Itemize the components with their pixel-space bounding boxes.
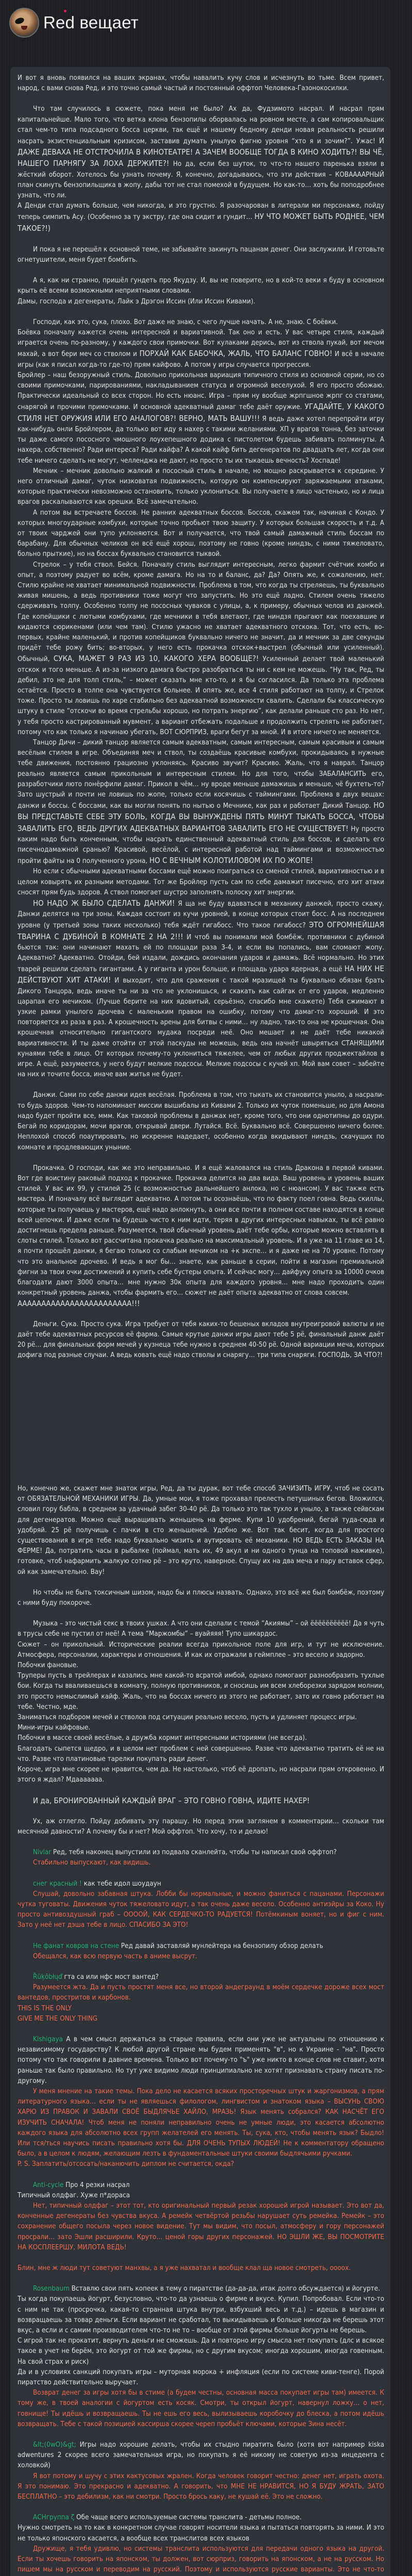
- paragraph: Что там случилось в сюжете, пока меня не было? Ах да, Фудзимото насрал. И насрал прям капитальнейше. Мало того, что ветка клона бензопилы оборвалась на ровном месте, а сам копировальщик стал чем-то типа подсадного босса церкви, так ещё и нашему бедному денди новая реальность решили насрать экзистенциальным кризисом, заставив думать унылую фигню уровня “хто я и зочим?”. Ужас! И ДАЖЕ ДЕВАХА НЕ ОТСТРОЧИЛА В КИНОТЕАТРЕ! А ЗАЧЕМ ВООБЩЕ ТОГДА В КИНО ХОДИТЬ?! ВЫ ЧЁ, НАШЕГО ПАРНЯГУ ЗА ЛОХА ДЕРЖИТЕ?! Но да, если без шуток, то что-то нашего паренька взяли в жёсткий оборот. Хотелось бы узнать почему. Я, конечно, догадываюсь, что эти действия – КОВААААРНЫЙ план скинуть бензопильщика в жопу, дабы тот не стал помехой в будущем. Но как-то… хоть бы поподробнее узнать, что ли.: [18, 105, 384, 200]
- comment-username: снег красный !: [33, 1879, 82, 1888]
- paragraph: Побочки фановые.: [18, 1662, 79, 1670]
- comment-username: АСНгруппа ζ: [33, 2514, 75, 2522]
- paragraph: Стрелок – у тебя ствол. Бейся. Поначалу стиль выглядит интересным, легко фармит счётчик комбо и опыт, а поэтому радует во всём, кроме дамага. Но на то и баланс, да? Да? Опять же, к сожалению, нет. Стилю крайне не хватает минимальной подвижности. Проблема в том, что когда ты стреляешь, ты буквально живая мишень, а ведь противники тоже могут что запустить. Но это ещё ладно. Стилем очень тяжело сдерживать толпу. Особенно толпу не пососных чуваков с улицы, а, к примеру, обычных челов из данжей. Где копейщики с лютыми комбухами, где мечники в тебя влетают, где ниндзя прыгают как поехавшие и кидаются сюрикенами (или чем там). Стилю ужасно не хватает адекватного отскока. Тот, что есть, во-первых, крайне маленький, и против копейщиков буквально ничего не значит, да и мечник за две секунды придёт тебе рожу бить; во-вторых, у него есть прокачка отскок+выстрел (обычный или усиленный). Обычный, СУКА, МАЖЕТ 9 РАЗ ИЗ 10, КАКОГО ХЕРА ВООБЩЕ?! Усиленный делает твой маленький отскок и того меньше. А из-за низкого дамага быстро разобраться ты ни с кем не можешь. “Ну так, Ред, ты дебил, это не для толп стиль,” – может сказать мне кто-то, и я бы согласился. Да только эта проблема остаётся. Просто в толпе она чувствуется больнее. И опять же, все 4 стиля работают на толпу, и Стрелок тоже. Просто ты ловишь по харе стабильно без адекватной возможности свалить. Сделали бы классическую штуку в стиле “отскочи во время стрельбы хорошо, но потрать энергию”, как делали раньше сто раз. Но нет, у тебя просто кастрированный мувмент, а вариант отбежать подальше и продолжить стрелять не работает, потому что как только я начинаю убегать, ВОТ СЮРПРИЗ, враги бегут за мной. И в итоге ничего не меняется.: [18, 561, 384, 736]
- comment-block: [18, 1972, 384, 2035]
- paragraph: АААААААААААААААААААААААА!!!: [18, 1299, 140, 1309]
- paragraph: Но если с обычными адекватными боссами ещё можно поиграться со сменой стилей, вариативностью и в целом ковырять их разными методами. Тот же Бройлер пусть сам по себе дамажит писечно, его хит атаки сносят прям будь здоров. А ствол помогает шустро заполнять полоску хит энергии.: [18, 868, 384, 896]
- comment-text: Ред, тебя наконец выпустили из подвала сканлейта, чтобы ты написал свой оффтоп?: [53, 1849, 337, 1857]
- comment: [18, 1972, 384, 1982]
- paragraph: И пока я не перешёл к основной теме, не забывайте закинуть пацанам денег. Они заслужили. И готовьте огнетушители, меня будет бомбить.: [18, 245, 384, 264]
- comment-username: Kishigaya: [33, 2035, 63, 2043]
- comment-text-continued: Типичный олдфаг. Хуже п*дораса: [18, 2191, 130, 2199]
- author-reply: GIVE ME THE ONLY THING: [18, 2014, 98, 2023]
- paragraph: Побочки в массе своей весёлые, а дружба кормит интересными историями (не всегда).: [18, 1734, 307, 1742]
- author-reply: Блин, мне ж люди тут советуют манхвы, а я уже нахватал и вообще клал ща новое смотреть, оооох.: [18, 2264, 351, 2272]
- comment-block: [18, 1941, 384, 1972]
- paragraph: Музыка – это чистый секс в твоих ушках. А что они сделали с темой “Акиямы” – ой ёёёёёёёёёё! Да я чуть в трусы себе не пустил от неё! А тема “Маржомбы” – вуайяяя! Тупо шикардос.: [18, 1620, 384, 1638]
- comment-text-continued: Ты когда покупаешь йогурт, безусловно, что-то да узнаешь о фирме и вкусе. Купил. Попробовал. Если что-то с ним не так (просрочка, какая-то странная штука внутри, взбухший весь и т.д.) – идешь в магазин и возвращаешь за товар деньги. Если вариант не сработал, то выкидываешь и больше никогда не берешь этот вкус, а если и с самим производителем что-то не то – вообще от этой фирмы больше йогурты не берешь.: [18, 2295, 384, 2335]
- paragraph: Ух, аж отлегло. Пойду добивать эту парашу. Но перед этим заглянем в комментарии… скольки там месячной давности? А почему бы и нет? Мой оффтоп. Что хочу, то и делаю!: [18, 1817, 384, 1836]
- paragraph: А Денди стал думать больше, чем никогда, и это грустно. Я разочарован в литерали ми персонаже, пойду теперь симпить Асу. (Особенно за ту экстру, где она сидит и гундит… НУ ЧТО МОЖЕТ БЫТЬ РОДНЕЕ, ЧЕМ ТАКОЕ?!): [18, 202, 384, 233]
- comment-username: Ȑüķōbłųď: [33, 1973, 62, 1981]
- comment: [18, 1848, 384, 1858]
- comment: [18, 1941, 384, 1952]
- paragraph: Короче, игра мне скорее не нравится, чем да. Не настолько, чтоб её дропать, но насрали прям откровенно. И этого я ждал? Мдааааааа.: [18, 1766, 384, 1784]
- comment-text-continued: Да и в условиях санкций покупать игры – муторная морока + инфляция (если по системе киви-тенге). Порой пиратство действительно выручает.: [18, 2368, 384, 2387]
- page-title: Red вещает: [43, 13, 139, 32]
- comment: [18, 2440, 384, 2471]
- comment-block: [18, 2180, 384, 2263]
- comment-text: Вставлю свои пять копеек в тему о пиратстве (да-да-да, итак долго обсуждается) и йогурте.: [71, 2285, 380, 2293]
- comment-text: как тебе идол шоудаун: [83, 1879, 161, 1888]
- article-body: [18, 73, 384, 1361]
- comment-block: [18, 1879, 384, 1941]
- paragraph: НО НАДО Ж БЫЛО СДЕЛАТЬ ДАНЖИ! Я ща не буду вдаваться в механику данжей, просто скажу. Данжи делятся на три зоны. Каждая состоит из кучи уровней, в конце которых стоит босс. А на последнем уровне (у третьей зоны таких несколько) тебя ждёт гигабосс. Что такое гигабосс? ЭТО ОГРОМНЕЙШАЯ ТВАРИНА С ДУБИНОЙ В КОМНАТЕ 2 НА 2!!! И чтоб вы понимали мой бомбёж, противники с дубиной бьются так: они начинают махать ей по площади раза 3-4, и если вы попались, вам сломают жопу. Адекватно? Адекватно. Отойди, бей издали, дождись окончания ударов и дамажь. Всё нормально. Но этих тварей решили сделать гигантами. А у гиганта и урон больше, и площадь удара ядерная, а ещё НА НИХ НЕ ДЕЙСТВУЮТ ХИТ АТАКИ! И выходит, что для сражения с такой мразищей ты буквально обязан брать Дикого Танцора, ведь иначе ты ни за что не уклонишься, и скакать как сайгак от его ударов, медленно царапая его мечиком. (Лучше берите на них ядовитый, серьёзно, спасибо мне скажете) Тебя сжимают в узкие рамки унылого дрочева с маленьким правом на ошибку, потому что дамаг-то хороший. И это повторяется из раза в раз. А крошечность арены для битвы с ними… ну ладно, так-то она не крошечная. Она крошечная относительно гигантского мудака посреди неё. Оно мешает и не даёт тебе никакой вариативности. И ты даже отойти от этой паскуды не можешь, ведь она начнёт швыряться СТАНЯЩИМИ кунаями тебе в лицо. От которых почему-то уклониться тяжелее, чем от любых других проджектайлов в игре. А ещё, разумеется, у него будут мелкие подсосы. Мелкие подсосы с кучей хп. Мой вам совет – забейте на них и точите босса, иначе вам житья не будет.: [18, 899, 384, 1079]
- comment-text: гта са или нфс мост вантед?: [64, 1973, 159, 1981]
- page-header: [9, 7, 139, 38]
- author-reply: THIS IS THE ONLY: [18, 2004, 72, 2012]
- paragraph: Но чтобы не быть токсичным шизом, надо бы и плюсы назвать. Однако, это всё же был бомбёж, поэтому с ними буду покороче.: [18, 1588, 384, 1607]
- paragraph: Деньги. Сука. Просто сука. Игра требует от тебя каких-то бешеных вкладов внутреигровой валюты и не даёт тебе адекватных ресурсов её фарма. Самые крутые данжи игры дают тебе 5 рё, финальный данж даёт 20 рё… для финальных форм мечей у кузнеца тебе нужно в среднем 40-50 рё. Одной вариации меча, которых дофига под разные случаи. А ведь ковать ещё надо стволы и снарягу… три типа снаряги. ГОСПОДЬ, ЗА ЧТО?!: [18, 1320, 384, 1360]
- paragraph: Данжи. Сами по себе данжи идея весёлая. Проблема в том, что тыкать их становится уныло, а насрали-то будь здоров. Чем-то напоминает миссии вышибалы из Кивами 2. Только их чуток поменьше, но для Амона надо будет пройти все, ммм. Как таковой проблемы в данжах нет, кроме того, что они однотипны до одури. Бегай по коридорам, мочи врагов, открывай двери. Лутайся. Всё. Буквально всё. Совершенно ничего более. Неплохой способ поаутировать, но искренне надедает, особенно когда вкидывают ниндзь, скачущих по комнате и продлевающих уныние.: [18, 1091, 384, 1151]
- paragraph: Мечник – мечник довольно жалкий и пососный стиль в начале, но мощно раскрывается к середине. У него отличный дамаг, чуток низковатая подвижность, которую он компенсируют заряжаемыми атаками, которые практически невозможно остановить, только уклониться. Вы получаете в лицо частенько, но и лица врагов раскалываются как орешки. Всё замечательно.: [18, 467, 384, 506]
- comment-block: [18, 1848, 384, 1878]
- paragraph: Но, конечно же, скажет мне знаток игры, Ред, да ты дурак, вот тебе способ ЗАЧИЗИТЬ ИГРУ, чтоб не сосать от ОБЯЗАТЕЛЬНОЙ МЕХАНИКИ ИГРЫ. Да, умные мои, я тоже прохавал прелесть петушиных бегов. Вложился, словил гору бабла, в среднем за удачный забег 30-40 рё. Да только это так тухло и уныло, а также сейвскам для дегенератов. Можно ещё выращивать женьшень на ферме. Купи 10 удобрений, бегай туда-сюда и удобряй. 25 рё получишь с пачки в сто женьшеней. Удобно же. Вот так бесит, когда для простого существования в игре тебе надо буквально чизить и аутировать её механики. НО ВЕДЬ ЕСТЬ ЗАКАЗЫ НА ФЕРМЕ! Да, потратить часы в рыбалке (поймал, мать их, 49 акул и ни одного тунца на топовой наживке), готовке, чтоб нафармить жалкую сотню рё – это круто, наверное. Спущу их на два меча и пару вставок сфер, ой как замечательно. Вау!: [18, 1485, 384, 1576]
- paragraph: Мини-игры кайфовые.: [18, 1724, 91, 1732]
- comment-block: [18, 2035, 384, 2180]
- comment: [18, 2284, 384, 2294]
- paragraph: Сюжет – он прикольный. Исторические реалии всегда прикольное поле для игр, и тут не исключение. Атмосфера, персоналии, характеры и отношения. И как их отражали в геймплее – это весело и задорно.: [18, 1640, 384, 1659]
- paragraph: Бройлер – наш безоружный стиль. Довольно прикольная вариация типичного стиля из основной серии, но со своими примочками, парированиями, накладыванием статуса и огромной веселухой. Я его просто обожаю. Практически идеальный со всех сторон. Но есть нюанс. Игра – прям ну вообще жрпгшное жрпг со статами, снарягой и прочими примочками. И основной адекватный дамаг тебе даёт оружие. УГАДАЙТЕ, У КАКОГО СТИЛЯ НЕТ ОРУЖИЯ ИЛИ ЕГО АНАЛОГОВ?! ВЕРНО, МАТЬ ВАШУ!!! Я ведь даже хотел перепройти игру как-нибудь онли Бройлером, да только вот иду я нахер с такими желаниями. ХП у врагов тонна, без заточки ты даже самого пососного чмошного лоухепешного додика с пистолетом будешь забивать полминуты. А нахера, собственно? Ради интереса? Ради кайфа? А какой кайф бить дегенератов по двадцать лет, когда они тебе ничего сделать не могут, челленджа не дают, но просто ты их тыкаешь вечность? Хоспаде!: [18, 371, 384, 465]
- comment-username: Rosenbaum: [33, 2285, 70, 2293]
- comment: [18, 2180, 384, 2191]
- paragraph: Прокачка. О господи, как же это неправильно. И я ещё жаловался на стиль Дракона в первой кивами. Вот где воистину раковый подход к прокачке. Прокачка делится на два вида. Ваш уровень и уровень ваших стилей. У вас их 99, у стилей 25 (с возможностью дальнейшего анлока, но с нюансом). У вас также есть мастера. И поначалу всё выглядит адекватно. А потом ты осознаёшь, что по факту поел говна. Ведь скиллы, которые ты получаешь у мастеров, ещё надо анлокнуть, а они все почти в полном составе находятся в конце всей цепочки. И даже если ты будешь чисто к ним идти, теряя в других интересных навыках, ты всё равно достигнешь предела раньше. Разумеется, твой обычный уровень даёт тебе орбы, которые можно вставлять в слоты стилей. Только вот рассчитана прокачка реально на максимальный уровень. И я уже на 11 главе из 14, я почти прошёл данжи, я бегаю только со слабым мечиком на +к экспе… и я даже не на 70 уровне. Потому что это анальное дрочево. И ведь я мог бы… знаете, как раньше в серии, пойти в магазин премиальной фигни за твои очки достижений и купить себе бустеры опыта. И сейчас могу… дайфуку опыта за 10000 очков благодати дают 3000 опыта… мне нужно 30к опыта для каждого уровня… мне надо проходить один конкретный уровень данжа, чтобы фармить его… сюжет не даёт опыта адекватно от слова совсем.: [18, 1164, 384, 1297]
- paragraph: Танцор Дичи – дикий танцор является самым адекватным, самым интересным, самым красивым и самым весёлым стилем в игре. Объединяя меч и ствол, ты создаёшь красивые комбухи, прокидываясь в нужные тебе движения, постоянно грациозно уклоняясь. Красиво звучит? Красиво. Жаль, что я наврал. Танцор реально является самым прикольным и интересным стилем. Но для того, чтобы ЗАБАЛАНСИТЬ его, разработчики люто понёрфили дамаг. Прикол в чём… ну вроде меньше дамажишь и меньше, чё бухтеть-то? Зато шустрый и почти не ловишь по жопе, только если косячишь с таймингами. Проблема в двух вещах: данжи и боссы. С боссами, как вы могли понять по нытью о Мечнике, как раз и работает Дикий Танцор. НО ВЫ ПРЕДСТАВЬТЕ СЕБЕ ЭТУ БОЛЬ, КОГДА ВЫ ВЫНУЖДЕНЫ ПЯТЬ МИНУТ ТЫКАТЬ БОССА, ЧТОБЫ ЗАВАЛИТЬ ЕГО, ВЕДЬ ДРУГИХ АДЕКВАТНЫХ ВАРИАНТОВ ЗАВАЛИТЬ ЕГО НЕ СУЩЕСТВУЕТ! Ну просто каким надо быть конченным, чтобы насрать единственный адекватный стиль для боссов, и сделать его писечнодамажной сранью? Красивой, весёлой, с интересной работой над таймингами и возможностью пройти файты на 0 полученного урона, НО С ВЕЧНЫМ КОЛОТИЛОВОМ ИХ ПО ЖОПЕ!: [18, 738, 384, 866]
- comment-username: Не фанат ковров на стене: [33, 1942, 119, 1950]
- comment-text-continued: Нужно смотреть на то как в конкретном случае говорят носители языка и пытаться повторять за ними. И это не только японского касается, а вообще всех транслитов всех языков: [18, 2524, 384, 2543]
- author-reply: Обещался, как всю первую часть в аниме высрут.: [33, 1952, 198, 1960]
- comment: [18, 2513, 384, 2523]
- comment-block: [18, 2263, 384, 2284]
- avatar: [9, 8, 39, 38]
- comment-text: А в чем смысл держаться за старые правила, если они уже не актуальны по отношению к независимому государству? К любой другой стране мы будем применять "в", но к Украине - "на". Просто потому что так говорили в давние времена. Только вот почему-то "ъ" уже никто в конце слов не ставит, хотя раньше так было правильно. Но тут уже видимо люди принципиально не хотят признавать страну писать по-другому.: [18, 2035, 385, 2085]
- paragraph: А я, как ни странно, пришёл гундеть про Якудзу. И, вы не поверите, но в кой-то веки я буду в основном крыть её всеми возможными неприятными словами.: [18, 277, 384, 295]
- comment-block: [18, 2513, 384, 2576]
- author-reply: Стабильно выпускают, как видишь.: [33, 1859, 151, 1867]
- comment-username: &lt;(0wO)&gt;: [33, 2441, 76, 2449]
- author-reply: Я вот потому и шучу с этих кактусовых жрален. Когда человек говорит честно: денег нет, играть охота. Я это понимаю. Это прекрасно и адекватно. А говорить, что МНЕ НЕ НРАВИТСЯ, НО Я БУДУ ЖРАТЬ, ЗАТО БЕСПЛАТНО – это дебилизм, как ни смотри. Просто брось каку, не кушай её. Это не сложно.: [18, 2472, 384, 2501]
- paragraph: Заниматься подбором мечей и стволов под ситуации реально весело, пусть и удлиняет процесс игры.: [18, 1714, 357, 1722]
- comment-text: Обе чаще всего используемые системы транслита - детьмы полное.: [76, 2514, 302, 2522]
- author-reply: Нет, типичный олдфаг – этот тот, кто оригинальный первый резак хорошей игрой называет. Это вот да, конченные дегенераты без чувства вкуса. А ремейк четвёртой резьбы нарушает суть ремейка. Ремейк – это сохранение общего посыла через новое видение. Тут мы видим, что посыл, атмосферу и гору персонажей просрали… зато Эшли расширили. Круто… ценой горы других персонажей. НО ЭШЛИ ЖЕ, ВЫ ПОСМОТРИТЕ НА КОСПЛЕЕРШУ, МИЛОТА ВЕДЬ!: [18, 2201, 384, 2251]
- comment-text: Ред давай заставляй мунлейтера на бензопилу обзор делать: [121, 1942, 323, 1950]
- paragraph: Благодать сыпется щедро, и в целом нет проблем с ней совершенно. Разве что адекватно тратить её не на что. Разве что платиновые тарелки покупать ради денег.: [18, 1744, 384, 1763]
- author-reply: У меня мнение на такие темы. Пока дело не касается всяких просторечных штук и жаргонизмов, а прям литературного языка… если ты не являешься филологом, лингвистом и знатоком языка – ВЫСУНЬ СВОЮ ХАРЮ ИЗ ПРАВОК И ЗАВАЛИ СВОЁ БЫДЛЯЧЬЕ ХАЙЛО, МРАЗЬ! Язык менять собрался? КАК НАСЧЁТ ЕГО ИЗУЧИТЬ СНАЧАЛА! Чтоб меня не поняли неправильно очень не умные люди, это касается абсолютно каждого языка для абсолютно всех групп желателей его менять. Ты, сука, кто, чтобы менять язык? Быдло! Или тся/ться научись писать правильно хотя бы. ДЛЯ ОЧЕНЬ ТУПЫХ ЛЮДЕЙ! Не к комментатору обращено было, а в целом к людям, желающим лезть в фундаментальные штуки своими быдлячьими ручками.: [18, 2087, 384, 2158]
- comment-username: Anti-cycle: [33, 2181, 64, 2189]
- article-body-continued: [18, 1484, 384, 2576]
- comments-section: [18, 1848, 384, 2576]
- comment-text: Про 4 резки насрал: [65, 2181, 130, 2189]
- paragraph: Дамы, господа и дегенераты, Лайк э Дрэгон Иссин (Или Иссин Кивами).: [18, 297, 255, 306]
- author-reply: Слушай, довольно забавная штука. Лобби бы нормальные, и можно фаниться с пацанами. Персонажи чутка туговаты. Движения чуток тяжеловато идут, а так очень даже весело. Особенно антиэйры за Коко. Ну просто антивоздушный граб – ООООЙ, КАК СЕРДЕЧКО-ТО РАДУЕТСЯ! Потёмкиным воняет, но и фиг с ним. Зато у неё нет дэша тебе в лицо. СПАСИБО ЗА ЭТО!: [18, 1890, 384, 1929]
- paragraph: И да, БРОНИРОВАННЫЙ КАЖДЫЙ ВРАГ – ЭТО ГОВНО ГОВНА, ИДИТЕ НАХЕР!: [33, 1796, 310, 1806]
- author-reply: Разумеется жта. Да и пусть простят меня все, но второй андеграунд в моём сердечке дороже всех мост вантедов, простритов и карбонов.: [18, 1984, 384, 2002]
- comment-text: Игры надо хорошие делать, чтобы их стыдно пиратить было (хотя вот например kiska adwentures 2 скорее всего замечательная игра, но покупать я её никому не советую из-за инцедента с холовкой): [18, 2441, 384, 2470]
- author-reply: Дружище, я тебя удивлю, но системы транслита используются для передачи одного языка на другой. Если ты хочешь говорить на японском, ты должен, вот сюрприз, говорить на японском, а не на русском. Но пишем мы на русском и переводим на русский. Поэтому и используются русские варианты. Это не что-то: [18, 2545, 384, 2574]
- spark-icon: [64, 10, 66, 12]
- paragraph: Труперы пусть в трейлерах и казались мне какой-то всратой имбой, однако помогают разнообразить тухлые бои. Когда ты вваливаешься в комнату, полную противников, и сносишь им всем хлеборезки зарядом молнии, это просто немыслимый кайф. Жаль, что на боссах ничего из этого не работает, зато их говно работает на тебе. Честно, мде.: [18, 1672, 384, 1711]
- author-reply: P. S. Заплатить/отсосать/наканючить диплом не считается, окда?: [18, 2160, 234, 2168]
- comment: [18, 2035, 384, 2087]
- comment-block: [18, 2440, 384, 2513]
- paragraph: И вот я вновь появился на ваших экранах, чтобы навалить кучу слов и исчезнуть во тьме. Всем привет, народ, с вами снова Ред, и это точно самый частый и постоянный оффтоп Человека-Газонокосилки.: [18, 74, 384, 93]
- comment-text-continued: С игрой так не прокатит, вернуть деньги не сможешь. Да и повторно игру смысла нет покупать (длс и всякое такое в учет не берём, это йогурт от той же фирмы, но с другим вкусом; иногда хорошим, иногда говенным. На свой страх и риск): [18, 2337, 384, 2366]
- comment-username: Nivlar: [33, 1849, 52, 1857]
- article-card-continued: [10, 1484, 390, 2576]
- author-reply: Возврат денег за игры хотя бы в стиме (а будем честны, основная масса покупает игры там) имеется. К тому же, в твоей аналогии с йогуртом есть косяк. Смотри, ты открыл йогурт, навернул ложку… о нет, говнище! Ты идёшь и возвращаешь. Ты не ешь его весь, вылизываешь коробочку до блеска, а потом идёшь возвращать. Тебе с такой позицией кассирша скорее череп пробьёт ключами, которые Зина несёт.: [18, 2389, 384, 2428]
- comment-block: [18, 2284, 384, 2440]
- paragraph: Боёвка поначалу кажется очень интересной и вариативной. Так оно и есть. У вас четыре стиля, каждый играется очень по-разному, у каждого свои примочки. Вот кулаками дерись, вот из ствола пукай, вот мечом махай, а вот бери меч со стволом и ПОРХАЙ КАК БАБОЧКА, ЖАЛЬ, ЧТО БАЛАНС ГОВНО! И всё в начале игры (как я писал когда-то где-то) прям кайфово. А потом у игры случается прогрессия.: [18, 329, 384, 369]
- comment: [18, 1879, 384, 1889]
- article-card: [10, 67, 390, 1486]
- paragraph: Господи, как это, сука, плохо. Вот даже не знаю, с чего лучше начать. А не, знаю. С боёвки.: [33, 318, 338, 326]
- paragraph: А потом вы встречаете боссов. Не ранних адекватных боссов. Боссов, скажем так, начиная с Кондо. У которых многоударные комбухи, которые точно пробьют твою защиту. У которых большая скорость и т.д. А от твоих чарджей они тупо уклоняются. Вот и получается, что твой самый дамажный стиль боссам по барабану. Для обычных челиков он всё ещё хорош, поэтому не говно (кроме ниндзь, с ними тяжеловато, больно прыткие), но на боссах буквально становится тыквой.: [18, 509, 384, 558]
